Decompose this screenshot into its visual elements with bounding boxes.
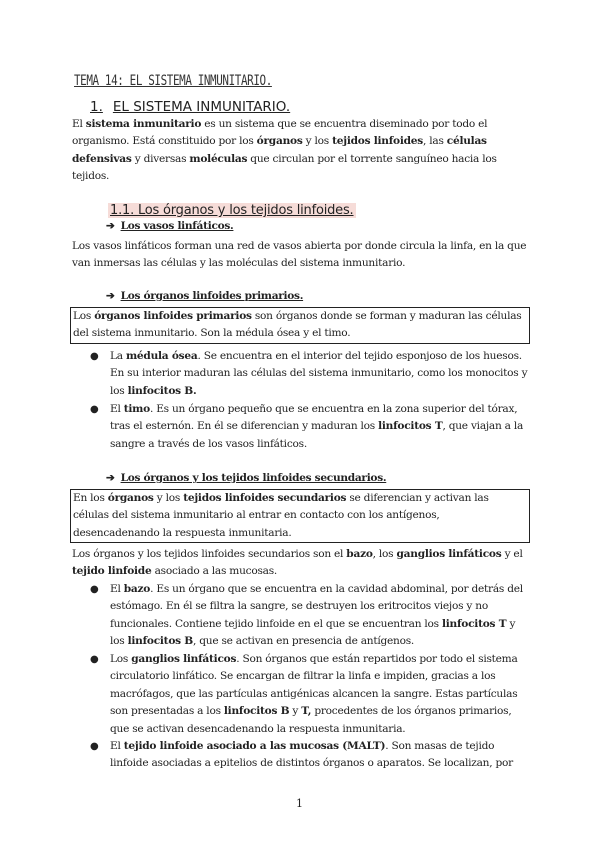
page-number: 1 [296,797,303,810]
section-number: 1. [90,99,103,115]
arrow-icon: ➔ [106,290,115,302]
subsection-heading: 1.1. Los órganos y los tejidos linfoides. [110,203,354,218]
primarios-definition-box: Los órganos linfoides primarios son órganos donde se forman y maduran las células del sistema inmunitario. Son la médula ósea y el timo. [70,307,530,344]
list-item-bazo: ● El bazo. Es un órgano que se encuentra en la cavidad abdominal, por detrás del estómago. En él se filtra la sangre, se destruyen los eritrocitos viejos y no funcionales. Contiene tejido linfoide en el que se encuentran los linfocitos T y los linfocitos B, que se activan en presencia de antígenos. [90,583,523,648]
section-label: EL SISTEMA INMUNITARIO. [112,99,291,115]
intro-paragraph: El sistema inmunitario es un sistema que se encuentra diseminado por todo el organismo. Está constituido por los órganos y los tejidos linfoides, las células defensivas y diversas moléculas que circulan por el torrente sanguíneo hacia los tejidos. [72,118,497,183]
arrow-icon: ➔ [106,472,115,484]
bullet-icon: ● [90,654,99,665]
bullet-icon: ● [90,584,99,595]
vasos-paragraph: Los vasos linfáticos forman una red de vasos abierta por donde circula la linfa, en la que van inmersas las células y las moléculas del sistema inmunitario. [72,240,527,270]
bullet-icon: ● [90,741,99,752]
secundarios-paragraph: Los órganos y los tejidos linfoides secundarios son el bazo, los ganglios linfáticos y el tejido linfoide asociado a las mucosas. [72,548,523,578]
section-heading-1 [90,99,290,115]
primarios-heading: ➔ Los órganos linfoides primarios. [106,290,304,302]
secundarios-heading: ➔ Los órganos y los tejidos linfoides secundarios. [106,472,387,484]
list-item-medula: ● La médula ósea. Se encuentra en el interior del tejido esponjoso de los huesos. En su interior maduran las células del sistema inmunitario, como los monocitos y los linfocitos B. [90,350,528,397]
vasos-heading: ➔ Los vasos linfáticos. [106,220,234,232]
bullet-icon: ● [90,351,99,362]
page-title: TEMA 14: EL SISTEMA INMUNITARIO. [74,73,272,89]
bullet-icon: ● [90,404,99,415]
secundarios-definition-box: En los órganos y los tejidos linfoides secundarios se diferencian y activan las células del sistema inmunitario al entrar en contacto con los antígenos, desencadenando la respuesta inmunitaria. [70,489,530,543]
list-item-ganglios: ● Los ganglios linfáticos. Son órganos que están repartidos por todo el sistema circulatorio linfático. Se encargan de filtrar la linfa e impiden, gracias a los macrófagos, que las partículas antigénicas alcancen la sangre. Estas partículas son presentadas a los linfocitos B y T, procedentes de los órganos primarios, que se activan desencadenando la respuesta inmunitaria. [90,653,518,735]
list-item-timo: ● El timo. Es un órgano pequeño que se encuentra en la zona superior del tórax, tras el esternón. En él se diferencian y maduran los linfocitos T, que viajan a la sangre a través de los vasos linfáticos. [90,403,524,450]
list-item-malt: ● El tejido linfoide asociado a las mucosas (MALT). Son masas de tejido linfoide asociadas a epitelios de distintos órganos o aparatos. Se localizan, por [90,740,513,770]
arrow-icon: ➔ [106,220,115,232]
